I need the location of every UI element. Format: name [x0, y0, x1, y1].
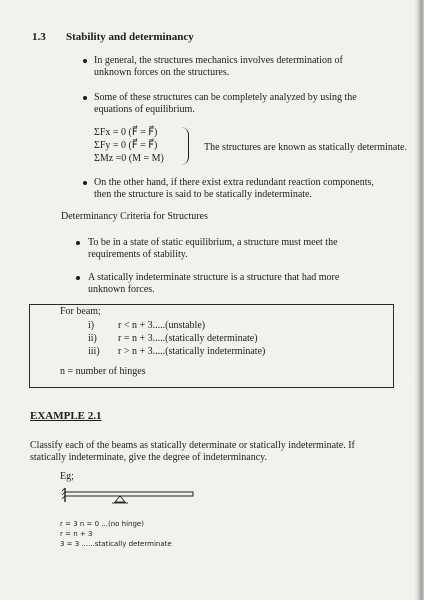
bullet-dot — [76, 276, 80, 280]
criteria-heading: Determinancy Criteria for Structures — [61, 211, 208, 222]
bullet-text-line1: To be in a state of static equilibrium, a structure must meet the — [88, 237, 338, 248]
beam-figure — [62, 486, 202, 506]
example-eg-label: Eg; — [60, 471, 74, 482]
scan-shadow-edge — [414, 0, 424, 600]
beam-row-text: r = n + 3.....(statically determinate) — [118, 333, 258, 344]
example-title: EXAMPLE 2.1 — [30, 410, 102, 422]
bullet-text-line1: In general, the structures mechanics involves determination of — [94, 55, 343, 66]
beam-row-text: r > n + 3.....(statically indeterminate) — [118, 346, 266, 357]
beam-row-text: r < n + 3.....(unstable) — [118, 320, 206, 331]
beam-row-num: iii) — [88, 346, 100, 357]
bullet-dot — [83, 96, 87, 100]
bullet-text-line1: Some of these structures can be completely analyzed by using the — [94, 92, 357, 103]
bullet-text-line1: A statically indeterminate structure is a structure that had more — [88, 272, 340, 283]
work-line-3: 3 = 3 ......statically determinate — [60, 540, 172, 548]
beam-box-note: n = number of hinges — [60, 366, 146, 377]
bullet-text-line2: unknown forces. — [88, 284, 155, 295]
bullet-text-line2: unknown forces on the structures. — [94, 67, 230, 78]
bullet-text-line2: then the structure is said to be statically indeterminate. — [94, 189, 312, 200]
beam-row-num: ii) — [88, 333, 97, 344]
beam-member — [65, 492, 193, 496]
bullet-dot — [83, 59, 87, 63]
curly-brace-icon — [181, 127, 189, 165]
equations-note: The structures are known as statically determinate. — [204, 142, 407, 153]
bullet-dot — [83, 181, 87, 185]
beam-box-title: For beam; — [60, 306, 101, 317]
work-line-2: r = n + 3 — [60, 530, 93, 538]
equation-mz: ΣMz =0 (M = M) — [94, 153, 164, 164]
example-text-line1: Classify each of the beams as statically determinate or statically indeterminate. If — [30, 440, 355, 451]
bullet-text-line1: On the other hand, if there exist extra redundant reaction components, — [94, 177, 374, 188]
beam-row-num: i) — [88, 320, 95, 331]
work-line-1: r = 3 n = 0 ...(no hinge) — [60, 520, 144, 528]
bullet-text-line2: requirements of stability. — [88, 249, 188, 260]
bullet-dot — [76, 241, 80, 245]
example-text-line2: statically indeterminate, give the degree of indeterminancy. — [30, 452, 268, 463]
bullet-text-line2: equations of equilibrium. — [94, 104, 195, 115]
equation-fx: ΣFx = 0 (F⃗ = F⃗) — [94, 127, 158, 138]
section-number: 1.3 — [32, 31, 46, 43]
equation-fy: ΣFy = 0 (F⃗ = F⃗) — [94, 140, 158, 151]
roller-support-icon — [115, 496, 125, 502]
section-title: Stability and determinancy — [66, 31, 194, 43]
